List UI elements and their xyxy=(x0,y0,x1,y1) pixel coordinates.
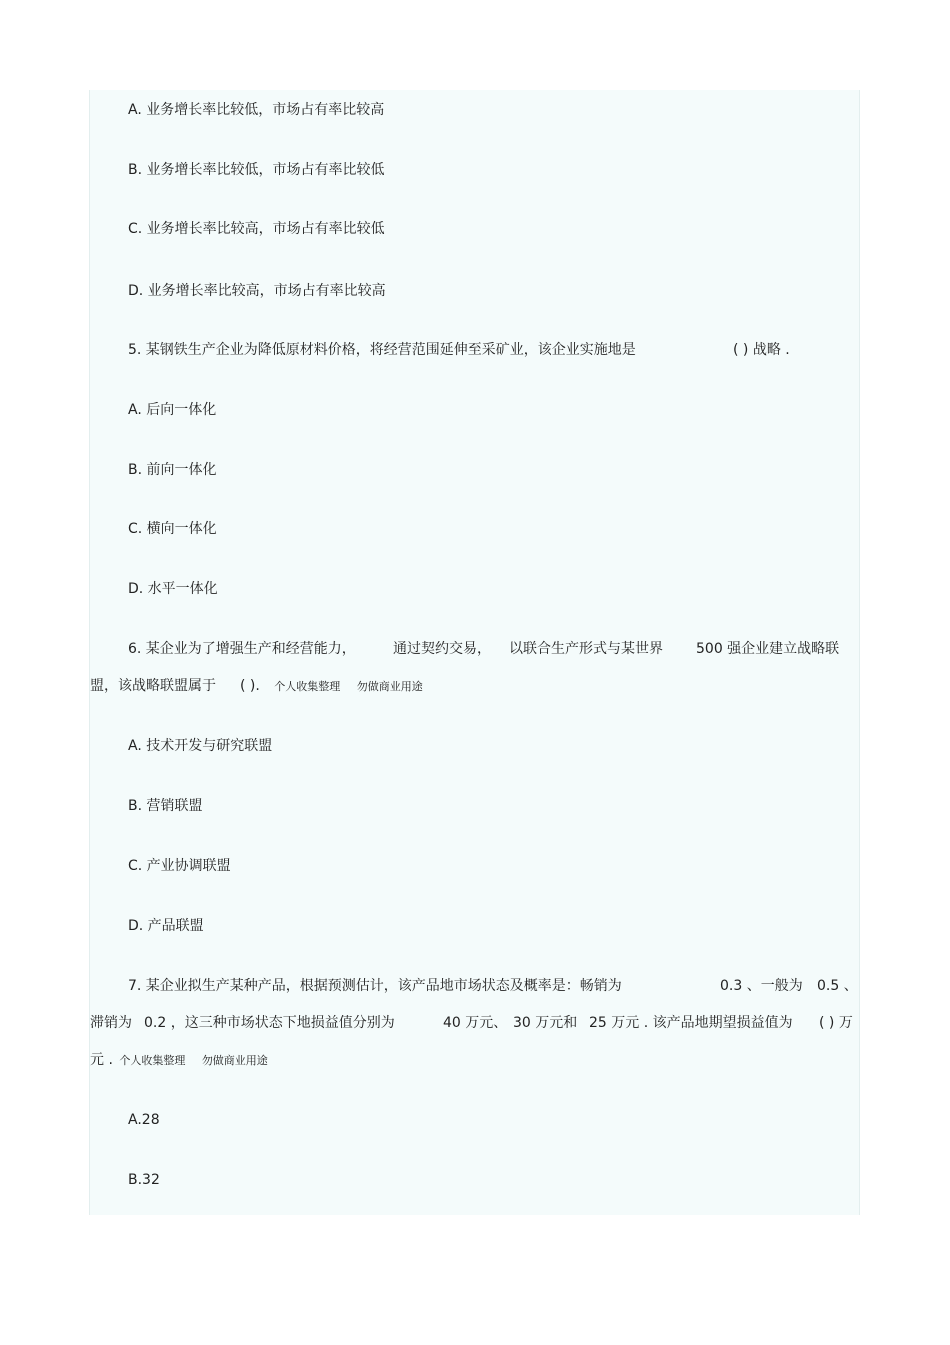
q4-option-a[interactable]: A. 业务增长率比较低，市场占有率比较高 xyxy=(128,102,385,118)
q6-stem-line2-blank xyxy=(240,676,423,697)
q6-stem-line2 xyxy=(90,676,216,696)
q5-option-b[interactable]: B. 前向一体化 xyxy=(128,462,217,478)
q7-note-b: 勿做商业用途 xyxy=(201,1054,268,1067)
q7-stem-line1-part3: 0.5 、 xyxy=(817,978,858,994)
q6-stem-line2-text: 盟，该战略联盟属于 xyxy=(90,678,216,694)
q7-stem-line2-part6: ( ) 万 xyxy=(819,1015,853,1031)
q6-stem-line1-part3: 以联合生产形式与某世界 xyxy=(509,641,663,657)
q5-stem xyxy=(128,340,636,360)
q7-note-a: 个人收集整理 xyxy=(119,1054,186,1067)
q4-option-c[interactable]: C. 业务增长率比较高，市场占有率比较低 xyxy=(128,221,385,237)
q7-stem-line2-part3: 40 万元、 xyxy=(443,1015,508,1031)
q6-option-d[interactable]: D. 产品联盟 xyxy=(128,918,204,934)
q6-option-b[interactable]: B. 营销联盟 xyxy=(128,798,203,814)
q6-stem-line1-part4: 500 强企业建立战略联 xyxy=(696,641,840,657)
q7-stem-line2-part2: 0.2 ，这三种市场状态下地损益值分别为 xyxy=(144,1015,395,1031)
q4-option-d[interactable]: D. 业务增长率比较高，市场占有率比较高 xyxy=(128,283,386,299)
q7-stem-line2-part1: 滞销为 xyxy=(90,1015,132,1031)
q7-option-b[interactable]: B.32 xyxy=(128,1172,160,1188)
q7-option-a[interactable]: A.28 xyxy=(128,1112,160,1128)
q4-option-b[interactable]: B. 业务增长率比较低，市场占有率比较低 xyxy=(128,162,385,178)
q7-stem-line3 xyxy=(90,1050,268,1071)
q7-stem-line2-part5: 25 万元 . 该产品地期望损益值为 xyxy=(589,1015,793,1031)
q6-stem-line1-part1: 6. 某企业为了增强生产和经营能力， xyxy=(128,641,356,657)
q6-note-a: 个人收集整理 xyxy=(274,680,341,693)
q7-stem-line3-text: 元 . xyxy=(90,1052,113,1068)
q5-option-d[interactable]: D. 水平一体化 xyxy=(128,581,218,597)
q6-option-c[interactable]: C. 产业协调联盟 xyxy=(128,858,231,874)
q7-stem-line2-part4: 30 万元和 xyxy=(513,1015,578,1031)
q7-stem-line1-part1: 7. 某企业拟生产某种产品，根据预测估计，该产品地市场状态及概率是：畅销为 xyxy=(128,978,622,994)
q5-stem-text: 5. 某钢铁生产企业为降低原材料价格，将经营范围延伸至采矿业，该企业实施地是 xyxy=(128,342,636,358)
q6-blank: ( ). xyxy=(240,678,260,694)
q6-option-a[interactable]: A. 技术开发与研究联盟 xyxy=(128,738,273,754)
q6-stem-line1-part2: 通过契约交易， xyxy=(393,641,491,657)
q5-option-c[interactable]: C. 横向一体化 xyxy=(128,521,217,537)
q7-stem-line1-part2: 0.3 、一般为 xyxy=(720,978,803,994)
q5-option-a[interactable]: A. 后向一体化 xyxy=(128,402,217,418)
q6-note-b: 勿做商业用途 xyxy=(356,680,423,693)
q5-stem-blank: ( ) 战略 . xyxy=(733,342,790,358)
